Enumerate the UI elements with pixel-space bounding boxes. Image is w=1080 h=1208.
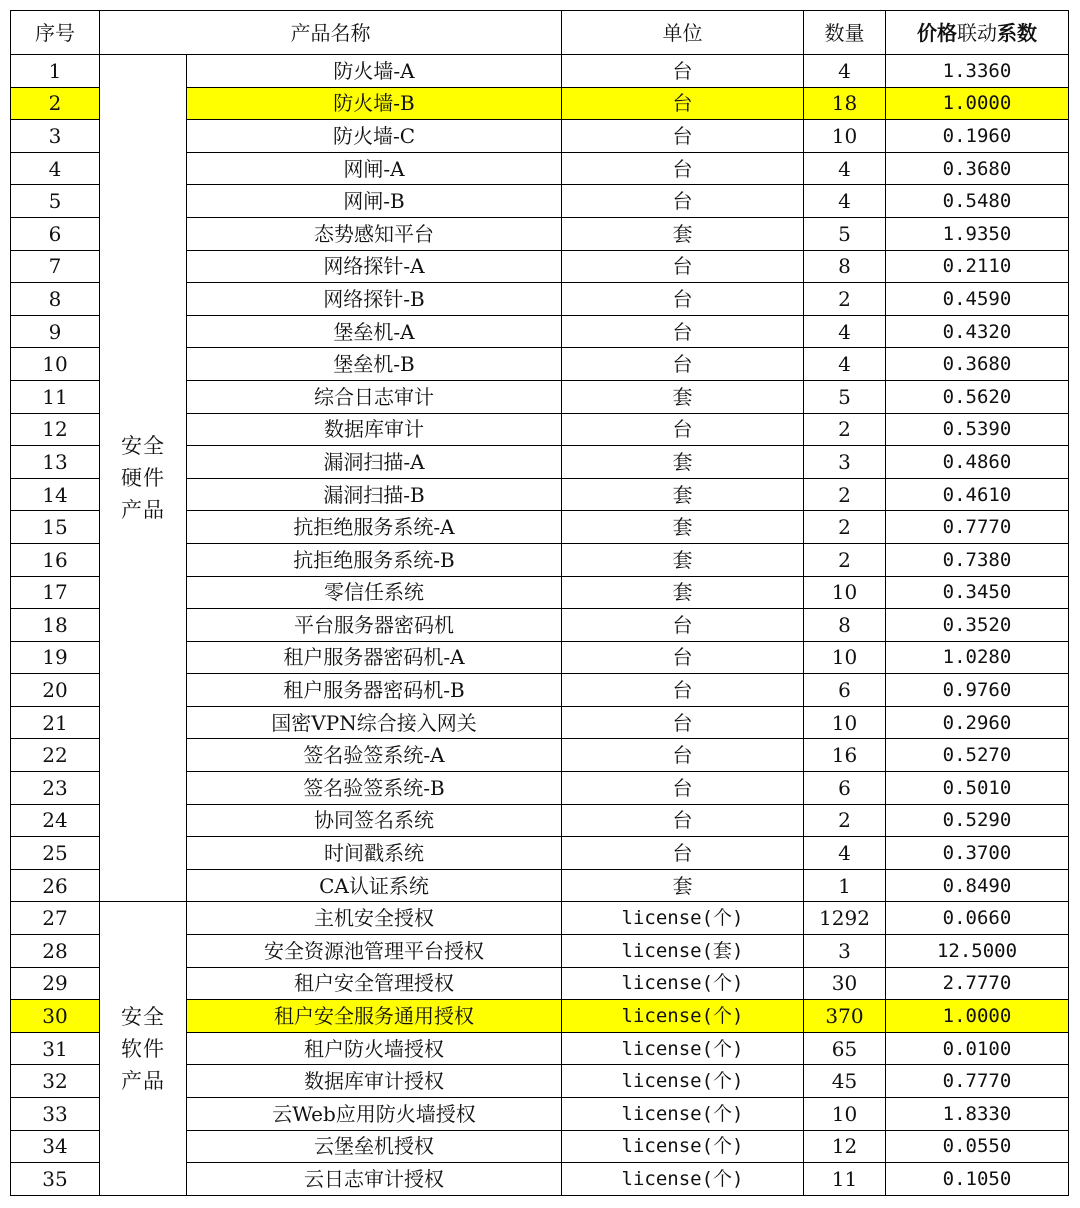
cell-product-name: 网络探针-A (187, 250, 562, 283)
cell-unit: 套 (562, 511, 804, 544)
cell-product-name: 堡垒机-A (187, 315, 562, 348)
cell-price-coefficient: 1.3360 (886, 55, 1069, 88)
cell-seq: 15 (11, 511, 100, 544)
cell-price-coefficient: 0.5270 (886, 739, 1069, 772)
cell-price-coefficient: 0.3520 (886, 609, 1069, 642)
cell-product-name: 态势感知平台 (187, 217, 562, 250)
group-label-line: 硬件 (121, 466, 165, 491)
header-product-name: 产品名称 (100, 11, 562, 55)
cell-product-name: 抗拒绝服务系统-A (187, 511, 562, 544)
cell-quantity: 5 (804, 217, 886, 250)
product-coefficient-table (10, 10, 1069, 1196)
cell-product-name: 协同签名系统 (187, 804, 562, 837)
cell-quantity: 1 (804, 869, 886, 902)
cell-price-coefficient: 0.2960 (886, 706, 1069, 739)
cell-unit: 套 (562, 478, 804, 511)
cell-seq: 4 (11, 152, 100, 185)
header-unit: 单位 (562, 11, 804, 55)
cell-quantity: 4 (804, 348, 886, 381)
group-label-software (100, 902, 187, 1195)
cell-quantity: 1292 (804, 902, 886, 935)
cell-price-coefficient: 0.4590 (886, 283, 1069, 316)
cell-quantity: 2 (804, 283, 886, 316)
cell-price-coefficient: 0.3680 (886, 348, 1069, 381)
cell-unit: license(个) (562, 1163, 804, 1196)
group-label-line: 安全 (121, 434, 165, 459)
cell-unit: 台 (562, 348, 804, 381)
cell-unit: license(个) (562, 1032, 804, 1065)
cell-price-coefficient: 0.2110 (886, 250, 1069, 283)
cell-price-coefficient: 0.3680 (886, 152, 1069, 185)
cell-quantity: 6 (804, 674, 886, 707)
cell-product-name: 网络探针-B (187, 283, 562, 316)
cell-unit: 套 (562, 869, 804, 902)
cell-quantity: 10 (804, 576, 886, 609)
cell-seq: 33 (11, 1098, 100, 1131)
cell-price-coefficient: 0.5010 (886, 772, 1069, 805)
cell-product-name: 平台服务器密码机 (187, 609, 562, 642)
header-seq: 序号 (11, 11, 100, 55)
cell-seq: 8 (11, 283, 100, 316)
cell-unit: 台 (562, 185, 804, 218)
cell-seq: 27 (11, 902, 100, 935)
cell-product-name: 零信任系统 (187, 576, 562, 609)
cell-product-name: 防火墙-A (187, 55, 562, 88)
cell-quantity: 18 (804, 87, 886, 120)
cell-quantity: 45 (804, 1065, 886, 1098)
cell-quantity: 2 (804, 478, 886, 511)
cell-product-name: 网闸-B (187, 185, 562, 218)
cell-quantity: 16 (804, 739, 886, 772)
group-label-line: 产品 (121, 498, 165, 523)
cell-price-coefficient: 0.7770 (886, 1065, 1069, 1098)
cell-product-name: 主机安全授权 (187, 902, 562, 935)
cell-seq: 29 (11, 967, 100, 1000)
cell-unit: license(个) (562, 1130, 804, 1163)
cell-price-coefficient: 0.4860 (886, 446, 1069, 479)
cell-product-name: CA认证系统 (187, 869, 562, 902)
cell-quantity: 4 (804, 837, 886, 870)
cell-product-name: 时间戳系统 (187, 837, 562, 870)
cell-price-coefficient: 1.0280 (886, 641, 1069, 674)
cell-unit: 台 (562, 283, 804, 316)
cell-price-coefficient: 0.5620 (886, 380, 1069, 413)
cell-quantity: 10 (804, 120, 886, 153)
cell-unit: 套 (562, 380, 804, 413)
cell-product-name: 抗拒绝服务系统-B (187, 543, 562, 576)
cell-seq: 6 (11, 217, 100, 250)
cell-quantity: 4 (804, 315, 886, 348)
cell-seq: 9 (11, 315, 100, 348)
cell-product-name: 漏洞扫描-A (187, 446, 562, 479)
cell-unit: 台 (562, 739, 804, 772)
cell-quantity: 4 (804, 55, 886, 88)
cell-unit: 套 (562, 446, 804, 479)
cell-quantity: 8 (804, 250, 886, 283)
group-label-line: 软件 (121, 1036, 165, 1061)
cell-product-name: 防火墙-B (187, 87, 562, 120)
cell-product-name: 防火墙-C (187, 120, 562, 153)
cell-seq: 28 (11, 935, 100, 968)
cell-quantity: 2 (804, 804, 886, 837)
cell-price-coefficient: 0.5390 (886, 413, 1069, 446)
cell-price-coefficient: 0.3700 (886, 837, 1069, 870)
cell-price-coefficient: 0.0660 (886, 902, 1069, 935)
cell-seq: 11 (11, 380, 100, 413)
cell-product-name: 租户服务器密码机-B (187, 674, 562, 707)
cell-price-coefficient: 0.4320 (886, 315, 1069, 348)
cell-unit: 台 (562, 413, 804, 446)
cell-seq: 35 (11, 1163, 100, 1196)
cell-price-coefficient: 0.7770 (886, 511, 1069, 544)
cell-quantity: 12 (804, 1130, 886, 1163)
cell-product-name: 租户安全服务通用授权 (187, 1000, 562, 1033)
cell-price-coefficient: 0.7380 (886, 543, 1069, 576)
cell-seq: 5 (11, 185, 100, 218)
cell-product-name: 云堡垒机授权 (187, 1130, 562, 1163)
cell-quantity: 8 (804, 609, 886, 642)
cell-price-coefficient: 1.0000 (886, 87, 1069, 120)
cell-product-name: 云Web应用防火墙授权 (187, 1098, 562, 1131)
cell-seq: 3 (11, 120, 100, 153)
cell-price-coefficient: 2.7770 (886, 967, 1069, 1000)
cell-unit: 台 (562, 250, 804, 283)
cell-price-coefficient: 0.4610 (886, 478, 1069, 511)
cell-seq: 2 (11, 87, 100, 120)
cell-price-coefficient: 12.5000 (886, 935, 1069, 968)
cell-unit: 台 (562, 706, 804, 739)
cell-quantity: 2 (804, 413, 886, 446)
header-price-coefficient: 价格联动系数 (886, 11, 1069, 55)
cell-seq: 22 (11, 739, 100, 772)
group-label-line: 产品 (121, 1068, 165, 1093)
cell-seq: 19 (11, 641, 100, 674)
table-row (11, 55, 1069, 88)
cell-unit: 台 (562, 87, 804, 120)
cell-unit: 套 (562, 543, 804, 576)
cell-product-name: 签名验签系统-A (187, 739, 562, 772)
cell-quantity: 2 (804, 543, 886, 576)
cell-unit: 套 (562, 576, 804, 609)
cell-unit: license(个) (562, 1098, 804, 1131)
group-label-line: 安全 (121, 1004, 165, 1029)
cell-price-coefficient: 0.1050 (886, 1163, 1069, 1196)
cell-unit: 台 (562, 772, 804, 805)
cell-product-name: 租户安全管理授权 (187, 967, 562, 1000)
group-label-hardware (100, 55, 187, 902)
cell-quantity: 6 (804, 772, 886, 805)
cell-seq: 7 (11, 250, 100, 283)
cell-unit: license(套) (562, 935, 804, 968)
cell-unit: 台 (562, 315, 804, 348)
cell-seq: 21 (11, 706, 100, 739)
cell-unit: 套 (562, 217, 804, 250)
cell-unit: 台 (562, 120, 804, 153)
cell-seq: 25 (11, 837, 100, 870)
cell-quantity: 4 (804, 185, 886, 218)
cell-product-name: 安全资源池管理平台授权 (187, 935, 562, 968)
cell-quantity: 4 (804, 152, 886, 185)
cell-seq: 16 (11, 543, 100, 576)
cell-product-name: 堡垒机-B (187, 348, 562, 381)
cell-price-coefficient: 0.1960 (886, 120, 1069, 153)
cell-seq: 12 (11, 413, 100, 446)
cell-quantity: 10 (804, 1098, 886, 1131)
cell-quantity: 2 (804, 511, 886, 544)
cell-product-name: 数据库审计授权 (187, 1065, 562, 1098)
cell-seq: 10 (11, 348, 100, 381)
cell-price-coefficient: 0.8490 (886, 869, 1069, 902)
cell-price-coefficient: 0.0550 (886, 1130, 1069, 1163)
cell-product-name: 网闸-A (187, 152, 562, 185)
cell-unit: 台 (562, 609, 804, 642)
cell-seq: 13 (11, 446, 100, 479)
cell-seq: 32 (11, 1065, 100, 1098)
cell-product-name: 数据库审计 (187, 413, 562, 446)
cell-seq: 14 (11, 478, 100, 511)
cell-quantity: 10 (804, 706, 886, 739)
cell-product-name: 云日志审计授权 (187, 1163, 562, 1196)
cell-product-name: 国密VPN综合接入网关 (187, 706, 562, 739)
cell-seq: 26 (11, 869, 100, 902)
cell-price-coefficient: 0.5290 (886, 804, 1069, 837)
cell-seq: 20 (11, 674, 100, 707)
cell-unit: 台 (562, 674, 804, 707)
cell-quantity: 5 (804, 380, 886, 413)
cell-unit: 台 (562, 641, 804, 674)
table-row (11, 902, 1069, 935)
cell-quantity: 11 (804, 1163, 886, 1196)
cell-price-coefficient: 1.0000 (886, 1000, 1069, 1033)
cell-unit: 台 (562, 837, 804, 870)
table-body (11, 55, 1069, 1196)
cell-seq: 30 (11, 1000, 100, 1033)
cell-unit: license(个) (562, 1065, 804, 1098)
cell-price-coefficient: 0.5480 (886, 185, 1069, 218)
cell-quantity: 370 (804, 1000, 886, 1033)
cell-seq: 34 (11, 1130, 100, 1163)
cell-unit: 台 (562, 804, 804, 837)
cell-unit: license(个) (562, 967, 804, 1000)
cell-unit: 台 (562, 55, 804, 88)
cell-quantity: 3 (804, 935, 886, 968)
cell-price-coefficient: 0.0100 (886, 1032, 1069, 1065)
cell-price-coefficient: 0.3450 (886, 576, 1069, 609)
cell-unit: 台 (562, 152, 804, 185)
cell-unit: license(个) (562, 1000, 804, 1033)
cell-quantity: 3 (804, 446, 886, 479)
header-quantity: 数量 (804, 11, 886, 55)
cell-quantity: 10 (804, 641, 886, 674)
cell-product-name: 租户服务器密码机-A (187, 641, 562, 674)
cell-price-coefficient: 1.8330 (886, 1098, 1069, 1131)
cell-seq: 18 (11, 609, 100, 642)
cell-product-name: 签名验签系统-B (187, 772, 562, 805)
cell-quantity: 65 (804, 1032, 886, 1065)
cell-product-name: 综合日志审计 (187, 380, 562, 413)
cell-unit: license(个) (562, 902, 804, 935)
cell-quantity: 30 (804, 967, 886, 1000)
cell-seq: 17 (11, 576, 100, 609)
cell-price-coefficient: 0.9760 (886, 674, 1069, 707)
cell-seq: 24 (11, 804, 100, 837)
cell-seq: 23 (11, 772, 100, 805)
cell-seq: 31 (11, 1032, 100, 1065)
cell-price-coefficient: 1.9350 (886, 217, 1069, 250)
header-row (11, 11, 1069, 55)
product-coefficient-table-container (10, 10, 1069, 1196)
cell-product-name: 租户防火墙授权 (187, 1032, 562, 1065)
cell-seq: 1 (11, 55, 100, 88)
cell-product-name: 漏洞扫描-B (187, 478, 562, 511)
